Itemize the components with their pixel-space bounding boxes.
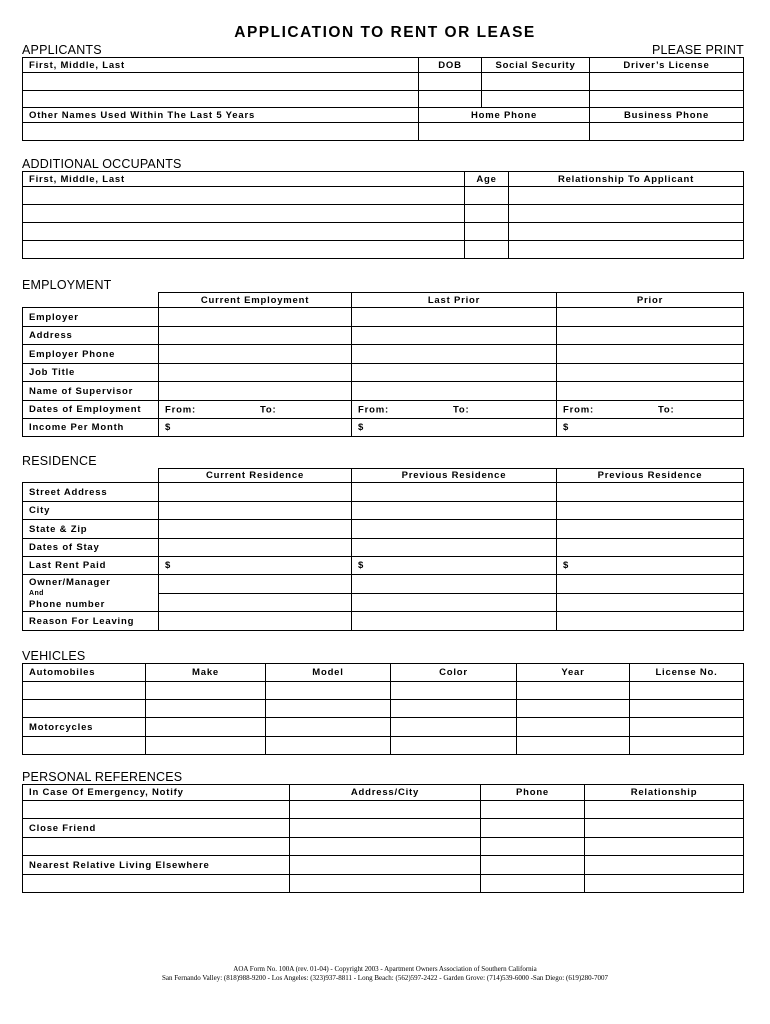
header-ref-relationship: Relationship bbox=[585, 785, 744, 801]
occupant-name-field[interactable] bbox=[23, 205, 465, 223]
city-previous-field-2[interactable] bbox=[557, 502, 744, 520]
owner-previous-field[interactable] bbox=[352, 575, 557, 594]
row-label-city: City bbox=[23, 502, 159, 520]
occupant-name-field[interactable] bbox=[23, 223, 465, 241]
header-dob: DOB bbox=[419, 58, 482, 73]
other-names-field[interactable] bbox=[23, 123, 419, 141]
dates-last-prior-field[interactable] bbox=[352, 401, 557, 419]
applicant-license-field-2[interactable] bbox=[590, 91, 744, 108]
license-field[interactable] bbox=[630, 718, 744, 737]
emergency-name-field[interactable] bbox=[23, 801, 290, 819]
header-business-phone: Business Phone bbox=[590, 108, 744, 123]
header-phone: Phone bbox=[481, 785, 585, 801]
city-previous-field[interactable] bbox=[352, 502, 557, 520]
emergency-address-field[interactable] bbox=[290, 801, 481, 819]
residence-table bbox=[22, 468, 744, 631]
owner-manager-label: Owner/Manager bbox=[29, 577, 111, 588]
dollar-sign: $ bbox=[165, 422, 172, 433]
friend-relationship-field[interactable] bbox=[585, 819, 744, 838]
occupant-relationship-field[interactable] bbox=[509, 223, 744, 241]
city-current-field[interactable] bbox=[159, 502, 352, 520]
row-label-close-friend: Close Friend bbox=[23, 819, 290, 838]
reason-previous-field-2[interactable] bbox=[557, 612, 744, 631]
residence-section-title: RESIDENCE bbox=[22, 454, 97, 468]
home-phone-field[interactable] bbox=[419, 123, 590, 141]
from-label: From: bbox=[165, 404, 196, 415]
dollar-sign: $ bbox=[165, 560, 172, 571]
friend-relationship-field-2[interactable] bbox=[585, 838, 744, 856]
employment-section-title: EMPLOYMENT bbox=[22, 278, 112, 292]
employer-last-prior-field[interactable] bbox=[352, 308, 557, 327]
dollar-sign: $ bbox=[563, 560, 570, 571]
relative-relationship-field[interactable] bbox=[585, 856, 744, 875]
applicant-dob-field-2[interactable] bbox=[419, 91, 482, 108]
income-current-field[interactable] bbox=[159, 419, 352, 437]
header-prior: Prior bbox=[557, 293, 744, 308]
row-label-street-address: Street Address bbox=[23, 483, 159, 502]
applicant-name-field[interactable] bbox=[23, 73, 419, 91]
friend-address-field-2[interactable] bbox=[290, 838, 481, 856]
friend-phone-field[interactable] bbox=[481, 819, 585, 838]
header-current-residence: Current Residence bbox=[159, 469, 352, 483]
header-make: Make bbox=[146, 664, 266, 682]
emergency-phone-field[interactable] bbox=[481, 801, 585, 819]
header-model: Model bbox=[266, 664, 391, 682]
model-field[interactable] bbox=[266, 737, 391, 755]
friend-phone-field-2[interactable] bbox=[481, 838, 585, 856]
reason-current-field[interactable] bbox=[159, 612, 352, 631]
vehicles-section-title: VEHICLES bbox=[22, 649, 86, 663]
dates-stay-previous-field[interactable] bbox=[352, 539, 557, 557]
dates-current-field[interactable] bbox=[159, 401, 352, 419]
relative-phone-field-2[interactable] bbox=[481, 875, 585, 893]
year-field[interactable] bbox=[517, 737, 630, 755]
income-last-prior-field[interactable] bbox=[352, 419, 557, 437]
reason-previous-field[interactable] bbox=[352, 612, 557, 631]
owner-phone-previous-field[interactable] bbox=[352, 594, 557, 612]
form-title: APPLICATION TO RENT OR LEASE bbox=[234, 24, 536, 41]
row-label-nearest-relative: Nearest Relative Living Elsewhere bbox=[23, 856, 290, 875]
license-field[interactable] bbox=[630, 682, 744, 700]
dates-stay-previous-field-2[interactable] bbox=[557, 539, 744, 557]
header-occupant-name: First, Middle, Last bbox=[23, 172, 465, 187]
supervisor-current-field[interactable] bbox=[159, 382, 352, 401]
row-label-job-title: Job Title bbox=[23, 364, 159, 382]
header-automobiles: Automobiles bbox=[23, 664, 146, 682]
relative-name-field[interactable] bbox=[23, 875, 290, 893]
owner-phone-current-field[interactable] bbox=[159, 594, 352, 612]
header-name: First, Middle, Last bbox=[23, 58, 419, 73]
header-last-prior: Last Prior bbox=[352, 293, 557, 308]
supervisor-prior-field[interactable] bbox=[557, 382, 744, 401]
occupants-section-title: ADDITIONAL OCCUPANTS bbox=[22, 157, 182, 171]
relative-address-field[interactable] bbox=[290, 856, 481, 875]
occupants-table bbox=[22, 171, 744, 259]
from-label: From: bbox=[358, 404, 389, 415]
row-label-supervisor: Name of Supervisor bbox=[23, 382, 159, 401]
header-previous-residence: Previous Residence bbox=[352, 469, 557, 483]
employer-current-field[interactable] bbox=[159, 308, 352, 327]
applicant-ssn-field-2[interactable] bbox=[482, 91, 590, 108]
color-field[interactable] bbox=[391, 737, 517, 755]
please-print-note: PLEASE PRINT bbox=[651, 43, 744, 57]
address-last-prior-field[interactable] bbox=[352, 327, 557, 345]
relative-address-field-2[interactable] bbox=[290, 875, 481, 893]
employer-phone-current-field[interactable] bbox=[159, 345, 352, 364]
references-section-title: PERSONAL REFERENCES bbox=[22, 770, 183, 784]
street-previous-field-2[interactable] bbox=[557, 483, 744, 502]
dollar-sign: $ bbox=[358, 560, 365, 571]
header-current-employment: Current Employment bbox=[159, 293, 352, 308]
header-relationship: Relationship To Applicant bbox=[509, 172, 744, 187]
model-field[interactable] bbox=[266, 718, 391, 737]
color-field[interactable] bbox=[391, 718, 517, 737]
from-label: From: bbox=[563, 404, 594, 415]
header-previous-residence-2: Previous Residence bbox=[557, 469, 744, 483]
occupant-relationship-field[interactable] bbox=[509, 205, 744, 223]
row-label-reason-for-leaving: Reason For Leaving bbox=[23, 612, 159, 631]
license-field[interactable] bbox=[630, 700, 744, 718]
residence-corner bbox=[23, 469, 159, 483]
to-label: To: bbox=[658, 404, 675, 415]
employer-prior-field[interactable] bbox=[557, 308, 744, 327]
make-field[interactable] bbox=[146, 718, 266, 737]
applicant-license-field[interactable] bbox=[590, 73, 744, 91]
owner-phone-previous-field-2[interactable] bbox=[557, 594, 744, 612]
occupant-age-field[interactable] bbox=[465, 187, 509, 205]
model-field[interactable] bbox=[266, 682, 391, 700]
occupant-age-field[interactable] bbox=[465, 205, 509, 223]
employment-corner bbox=[23, 293, 159, 308]
header-emergency: In Case Of Emergency, Notify bbox=[23, 785, 290, 801]
dollar-sign: $ bbox=[358, 422, 365, 433]
header-year: Year bbox=[517, 664, 630, 682]
header-color: Color bbox=[391, 664, 517, 682]
references-table bbox=[22, 784, 744, 893]
header-address-city: Address/City bbox=[290, 785, 481, 801]
occupant-name-field[interactable] bbox=[23, 241, 465, 259]
row-label-dates-of-employment: Dates of Employment bbox=[23, 401, 159, 419]
applicant-name-field-2[interactable] bbox=[23, 91, 419, 108]
occupant-age-field[interactable] bbox=[465, 223, 509, 241]
row-label-income: Income Per Month bbox=[23, 419, 159, 437]
rent-current-field[interactable] bbox=[159, 557, 352, 575]
applicant-dob-field[interactable] bbox=[419, 73, 482, 91]
to-label: To: bbox=[260, 404, 277, 415]
header-license-no: License No. bbox=[630, 664, 744, 682]
color-field[interactable] bbox=[391, 700, 517, 718]
row-label-last-rent-paid: Last Rent Paid bbox=[23, 557, 159, 575]
supervisor-last-prior-field[interactable] bbox=[352, 382, 557, 401]
row-label-address: Address bbox=[23, 327, 159, 345]
income-prior-field[interactable] bbox=[557, 419, 744, 437]
friend-name-field[interactable] bbox=[23, 838, 290, 856]
phone-number-label: Phone number bbox=[29, 599, 106, 610]
and-label: And bbox=[29, 590, 44, 597]
applicant-ssn-field[interactable] bbox=[482, 73, 590, 91]
owner-current-field[interactable] bbox=[159, 575, 352, 594]
year-field[interactable] bbox=[517, 682, 630, 700]
occupant-relationship-field[interactable] bbox=[509, 241, 744, 259]
automobile-field[interactable] bbox=[23, 700, 146, 718]
applicants-table bbox=[22, 57, 744, 108]
employer-phone-prior-field[interactable] bbox=[557, 345, 744, 364]
row-label-state-zip: State & Zip bbox=[23, 520, 159, 539]
applicants-table-2 bbox=[22, 107, 744, 141]
relative-phone-field[interactable] bbox=[481, 856, 585, 875]
footer-phone-numbers: San Fernando Valley: (818)988-9200 - Los Angeles: (323)937-8811 - Long Beach: (562)597-2422 - Garden Grove: (714)539-6000 -San Diego: (619)280-7007 bbox=[162, 974, 608, 982]
job-title-current-field[interactable] bbox=[159, 364, 352, 382]
job-title-prior-field[interactable] bbox=[557, 364, 744, 382]
motorcycle-field[interactable] bbox=[23, 737, 146, 755]
dates-prior-field[interactable] bbox=[557, 401, 744, 419]
occupant-name-field[interactable] bbox=[23, 187, 465, 205]
make-field[interactable] bbox=[146, 737, 266, 755]
color-field[interactable] bbox=[391, 682, 517, 700]
occupant-relationship-field[interactable] bbox=[509, 187, 744, 205]
street-current-field[interactable] bbox=[159, 483, 352, 502]
row-label-employer-phone: Employer Phone bbox=[23, 345, 159, 364]
row-label-employer: Employer bbox=[23, 308, 159, 327]
rent-previous-field-2[interactable] bbox=[557, 557, 744, 575]
state-zip-previous-field[interactable] bbox=[352, 520, 557, 539]
header-social-security: Social Security bbox=[482, 58, 590, 73]
row-label-owner-manager bbox=[23, 575, 159, 612]
rent-previous-field[interactable] bbox=[352, 557, 557, 575]
occupant-age-field[interactable] bbox=[465, 241, 509, 259]
dollar-sign: $ bbox=[563, 422, 570, 433]
dates-stay-current-field[interactable] bbox=[159, 539, 352, 557]
owner-previous-field-2[interactable] bbox=[557, 575, 744, 594]
applicants-section-title: APPLICANTS bbox=[22, 43, 102, 57]
vehicles-table bbox=[22, 663, 744, 755]
header-age: Age bbox=[465, 172, 509, 187]
business-phone-field[interactable] bbox=[590, 123, 744, 141]
address-prior-field[interactable] bbox=[557, 327, 744, 345]
row-label-dates-of-stay: Dates of Stay bbox=[23, 539, 159, 557]
state-zip-previous-field-2[interactable] bbox=[557, 520, 744, 539]
to-label: To: bbox=[453, 404, 470, 415]
friend-address-field[interactable] bbox=[290, 819, 481, 838]
state-zip-current-field[interactable] bbox=[159, 520, 352, 539]
row-label-motorcycles: Motorcycles bbox=[23, 718, 146, 737]
license-field[interactable] bbox=[630, 737, 744, 755]
year-field[interactable] bbox=[517, 700, 630, 718]
relative-relationship-field-2[interactable] bbox=[585, 875, 744, 893]
make-field[interactable] bbox=[146, 700, 266, 718]
street-previous-field[interactable] bbox=[352, 483, 557, 502]
make-field[interactable] bbox=[146, 682, 266, 700]
header-home-phone: Home Phone bbox=[419, 108, 590, 123]
year-field[interactable] bbox=[517, 718, 630, 737]
model-field[interactable] bbox=[266, 700, 391, 718]
emergency-relationship-field[interactable] bbox=[585, 801, 744, 819]
header-drivers-license: Driver’s License bbox=[590, 58, 744, 73]
header-other-names: Other Names Used Within The Last 5 Years bbox=[23, 108, 419, 123]
employment-table bbox=[22, 292, 744, 437]
automobile-field[interactable] bbox=[23, 682, 146, 700]
footer-copyright: AOA Form No. 100A (rev. 01-04) - Copyright 2003 - Apartment Owners Association of Southern California bbox=[233, 965, 537, 973]
job-title-last-prior-field[interactable] bbox=[352, 364, 557, 382]
address-current-field[interactable] bbox=[159, 327, 352, 345]
employer-phone-last-prior-field[interactable] bbox=[352, 345, 557, 364]
